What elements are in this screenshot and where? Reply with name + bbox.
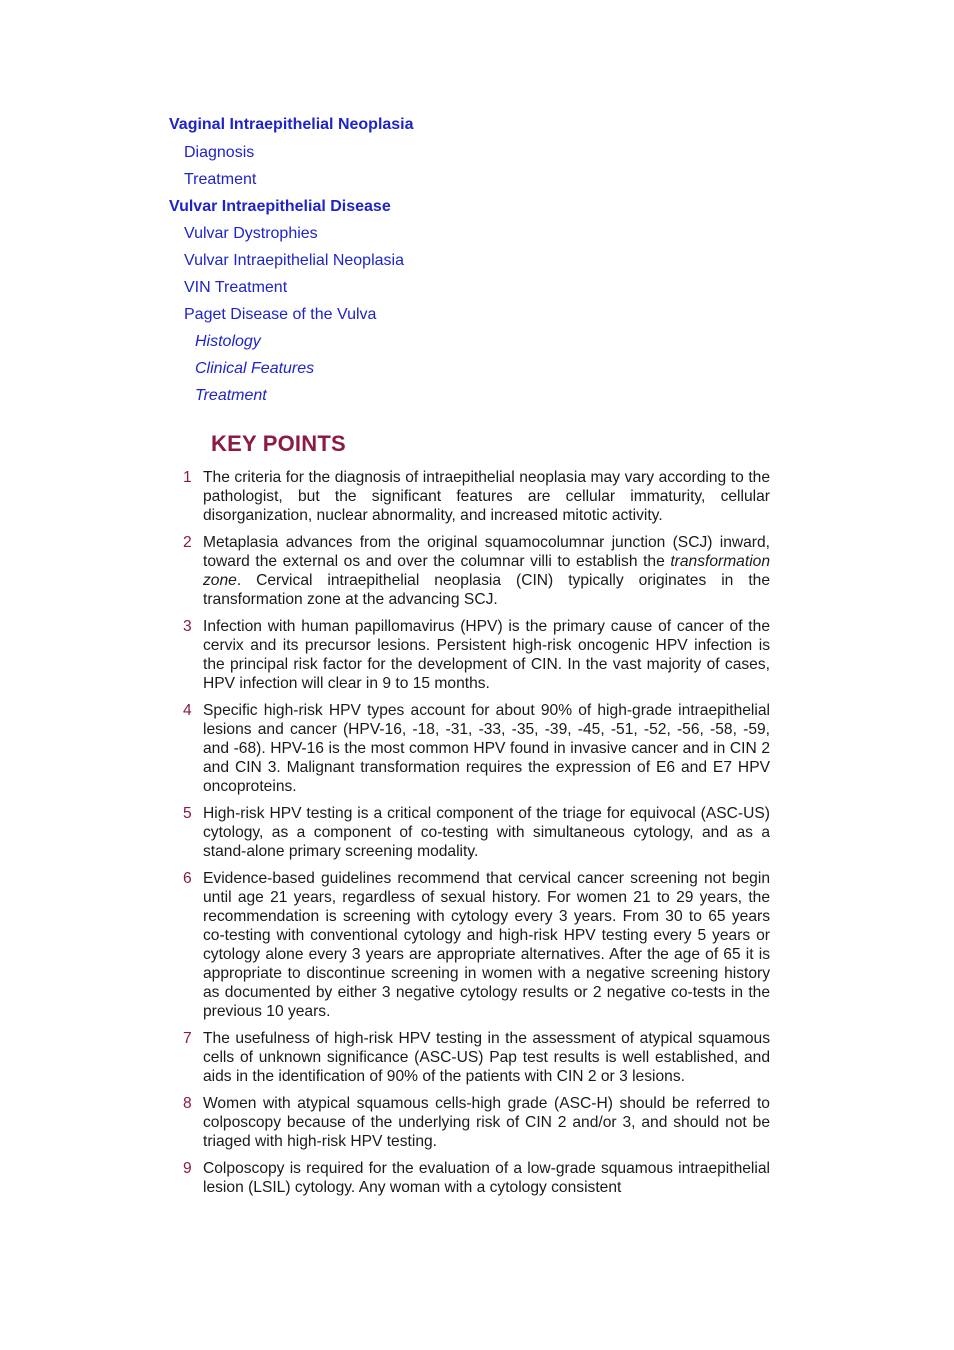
- key-point-number: 1: [183, 469, 192, 486]
- key-point-2: [183, 533, 770, 609]
- key-point-text: Colposcopy is required for the evaluation of a low-grade squamous intraepithelial lesion (LSIL) cytology. Any woman with a cytology consistent: [203, 1160, 770, 1196]
- toc-link-vulvar-intraepithelial-neoplasia[interactable]: Vulvar Intraepithelial Neoplasia: [184, 252, 404, 269]
- key-point-text: The usefulness of high-risk HPV testing in the assessment of atypical squamous cells of unknown significance (ASC-US) Pap test results is well established, and aids in the identification of 90% of the patients with CIN 2 or 3 lesions.: [203, 1030, 770, 1085]
- toc-link-vulvar-dystrophies[interactable]: Vulvar Dystrophies: [184, 225, 318, 242]
- key-point-6: [183, 869, 770, 1021]
- key-point-4: [183, 701, 770, 796]
- key-point-number: 3: [183, 618, 192, 635]
- toc-link-diagnosis[interactable]: Diagnosis: [184, 144, 255, 161]
- key-point-1: [183, 468, 770, 525]
- key-points-list: [183, 468, 770, 1205]
- key-point-5: [183, 804, 770, 861]
- key-point-number: 7: [183, 1030, 192, 1047]
- key-point-text: High-risk HPV testing is a critical component of the triage for equivocal (ASC-US) cytology, as a component of co-testing with simultaneous cytology, and as a stand-alone primary screening modality.: [203, 805, 770, 860]
- key-point-8: [183, 1094, 770, 1151]
- key-point-number: 5: [183, 805, 192, 822]
- toc-link-histology[interactable]: Histology: [195, 333, 261, 350]
- key-point-number: 2: [183, 534, 192, 551]
- toc-link-vaginal-intraepithelial-neoplasia[interactable]: Vaginal Intraepithelial Neoplasia: [169, 116, 414, 133]
- key-point-number: 8: [183, 1095, 192, 1112]
- toc-link-vin-treatment[interactable]: VIN Treatment: [184, 279, 288, 296]
- toc-link-treatment[interactable]: Treatment: [184, 171, 257, 188]
- key-point-text: [203, 533, 770, 609]
- toc-link-vulvar-intraepithelial-disease[interactable]: Vulvar Intraepithelial Disease: [169, 198, 391, 215]
- toc-link-clinical-features[interactable]: Clinical Features: [195, 360, 315, 377]
- key-point-text: Infection with human papillomavirus (HPV) is the primary cause of cancer of the cervix and its precursor lesions. Persistent high-risk oncogenic HPV infection is the principal risk factor for the development of CIN. In the vast majority of cases, HPV infection will clear in 9 to 15 months.: [203, 618, 770, 692]
- key-point-number: 9: [183, 1160, 192, 1177]
- key-point-emphasis: transformation zone: [203, 553, 770, 589]
- table-of-contents: [169, 114, 769, 412]
- key-point-number: 4: [183, 702, 192, 719]
- key-point-text: The criteria for the diagnosis of intraepithelial neoplasia may vary according to the pathologist, but the significant features are cellular immaturity, cellular disorganization, nuclear abnormality, and increased mitotic activity.: [203, 469, 770, 524]
- key-point-7: [183, 1029, 770, 1086]
- toc-link-paget-treatment[interactable]: Treatment: [195, 387, 267, 404]
- key-point-text: Specific high-risk HPV types account for about 90% of high-grade intraepithelial lesions and cancer (HPV-16, -18, -31, -33, -35, -39, -45, -51, -52, -56, -58, -59, and -68). HPV-16 is the most common HPV found in invasive cancer and in CIN 2 and CIN 3. Malignant transformation requires the expression of E6 and E7 HPV oncoproteins.: [203, 702, 770, 795]
- key-point-text-part: . Cervical intraepithelial neoplasia (CIN) typically originates in the transformation zone at the advancing SCJ.: [203, 572, 770, 608]
- key-point-number: 6: [183, 870, 192, 887]
- key-point-text-part: Metaplasia advances from the original squamocolumnar junction (SCJ) inward, toward the external os and over the columnar villi to establish the: [203, 534, 770, 570]
- key-point-text: Evidence-based guidelines recommend that cervical cancer screening not begin until age 21 years, regardless of sexual history. For women 21 to 29 years, the recommendation is screening with cytology every 3 years. From 30 to 65 years co-testing with conventional cytology and high-risk HPV testing every 5 years or cytology alone every 3 years are appropriate alternatives. After the age of 65 it is appropriate to discontinue screening in women with a negative screening history as documented by either 3 negative cytology results or 2 negative co-tests in the previous 10 years.: [203, 870, 770, 1020]
- toc-link-paget-disease-of-the-vulva[interactable]: Paget Disease of the Vulva: [184, 306, 377, 323]
- key-point-3: [183, 617, 770, 693]
- key-points-heading: KEY POINTS: [211, 431, 346, 456]
- key-point-text: Women with atypical squamous cells-high grade (ASC-H) should be referred to colposcopy because of the underlying risk of CIN 2 and/or 3, and should not be triaged with high-risk HPV testing.: [203, 1095, 770, 1150]
- key-point-9: [183, 1159, 770, 1197]
